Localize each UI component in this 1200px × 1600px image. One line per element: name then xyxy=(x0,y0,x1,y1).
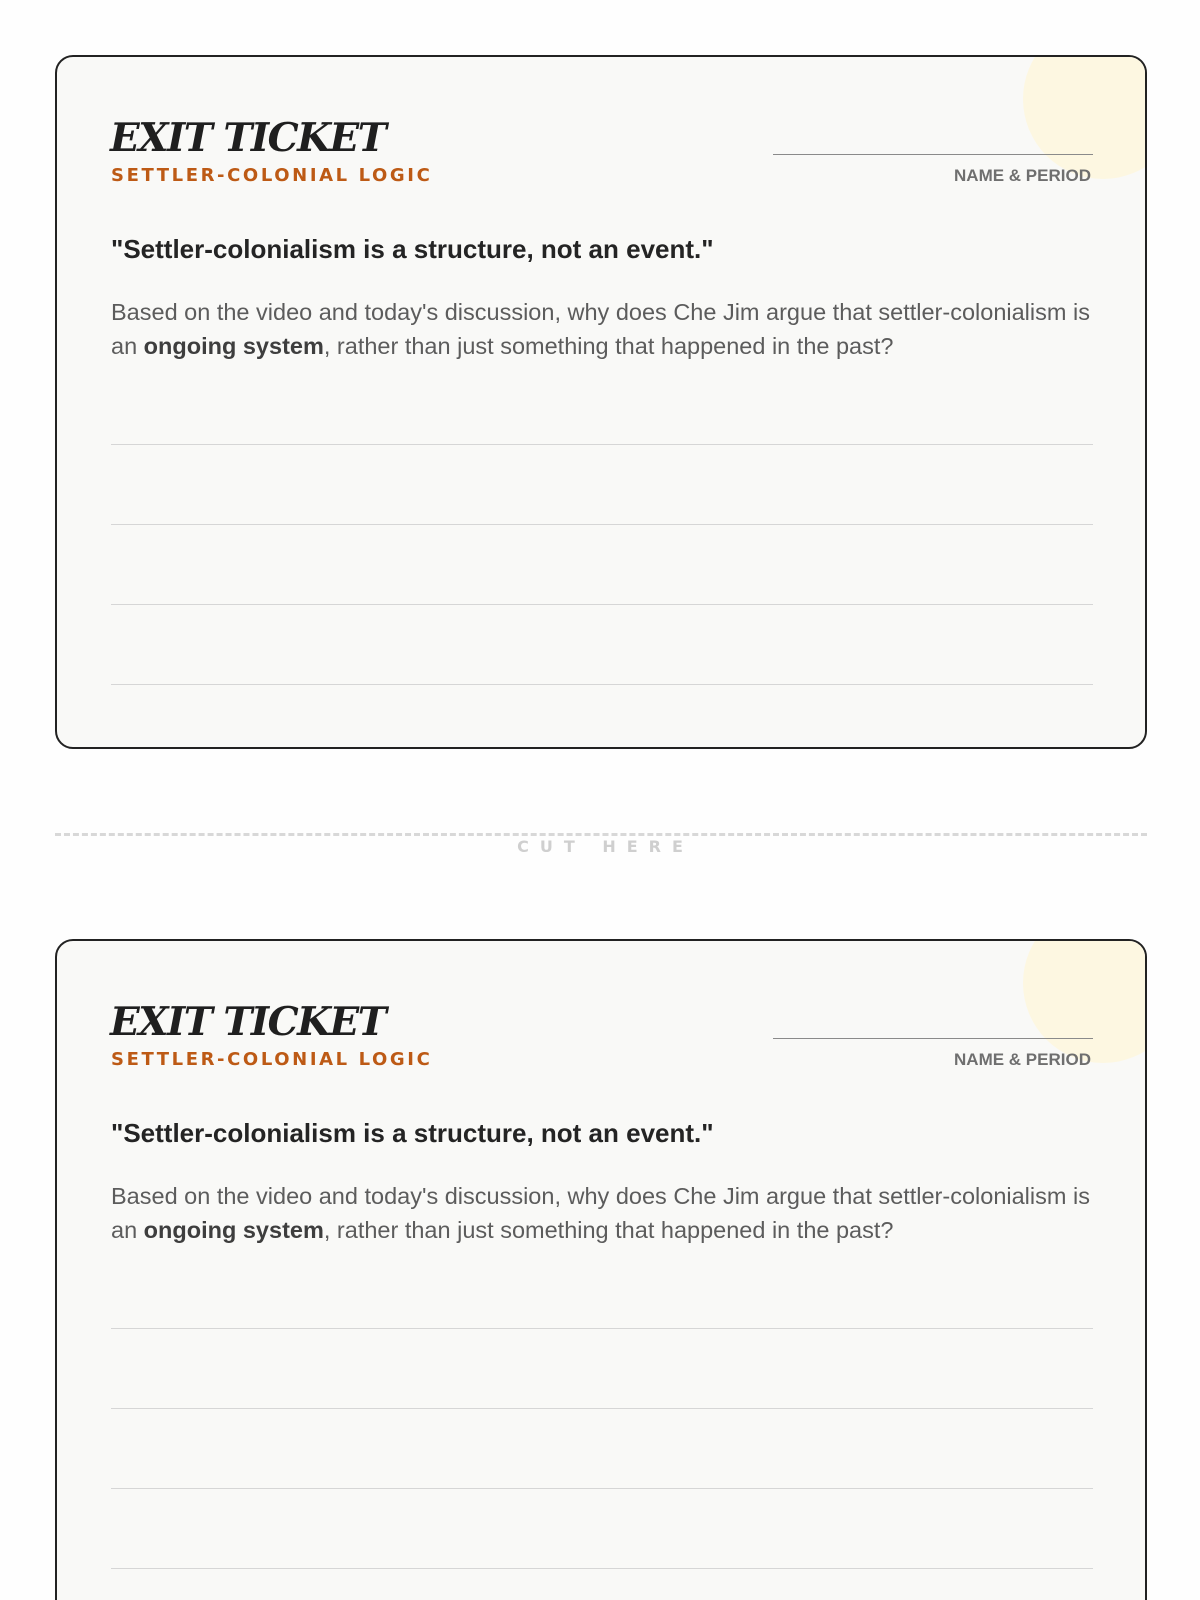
quote: "Settler-colonialism is a structure, not an event." xyxy=(111,1118,714,1148)
exit-ticket-card xyxy=(55,55,1147,749)
ticket-title: EXIT TICKET xyxy=(110,115,386,161)
cut-line xyxy=(55,833,1147,836)
question-prompt xyxy=(111,295,1096,363)
ticket-title: EXIT TICKET xyxy=(110,999,386,1045)
decorative-circle xyxy=(1023,939,1147,1063)
answer-line[interactable] xyxy=(111,1328,1093,1329)
name-period-field[interactable] xyxy=(773,1038,1093,1039)
answer-line[interactable] xyxy=(111,524,1093,525)
name-period-label: NAME & PERIOD xyxy=(954,1050,1091,1069)
question-prompt xyxy=(111,1179,1096,1247)
prompt-text: Based on the video and today's discussion, why does Che Jim argue that settler-colonialism is an xyxy=(111,1183,1090,1243)
answer-line[interactable] xyxy=(111,1408,1093,1409)
answer-line[interactable] xyxy=(111,444,1093,445)
prompt-text: Based on the video and today's discussion, why does Che Jim argue that settler-colonialism is an xyxy=(111,299,1090,359)
prompt-text: , rather than just something that happened in the past? xyxy=(323,1217,894,1243)
exit-ticket-card xyxy=(55,939,1147,1600)
answer-line[interactable] xyxy=(111,604,1093,605)
ticket-subtitle: SETTLER-COLONIAL LOGIC xyxy=(111,165,433,186)
name-period-field[interactable] xyxy=(773,154,1093,155)
prompt-text: , rather than just something that happened in the past? xyxy=(323,333,894,359)
answer-line[interactable] xyxy=(111,1568,1093,1569)
cut-label: CUT HERE xyxy=(517,837,694,856)
prompt-emphasis: ongoing system xyxy=(143,333,324,359)
answer-line[interactable] xyxy=(111,1488,1093,1489)
name-period-label: NAME & PERIOD xyxy=(954,166,1091,185)
prompt-emphasis: ongoing system xyxy=(143,1217,324,1243)
answer-line[interactable] xyxy=(111,684,1093,685)
quote: "Settler-colonialism is a structure, not an event." xyxy=(111,234,714,264)
decorative-circle xyxy=(1023,55,1147,179)
ticket-subtitle: SETTLER-COLONIAL LOGIC xyxy=(111,1049,433,1070)
